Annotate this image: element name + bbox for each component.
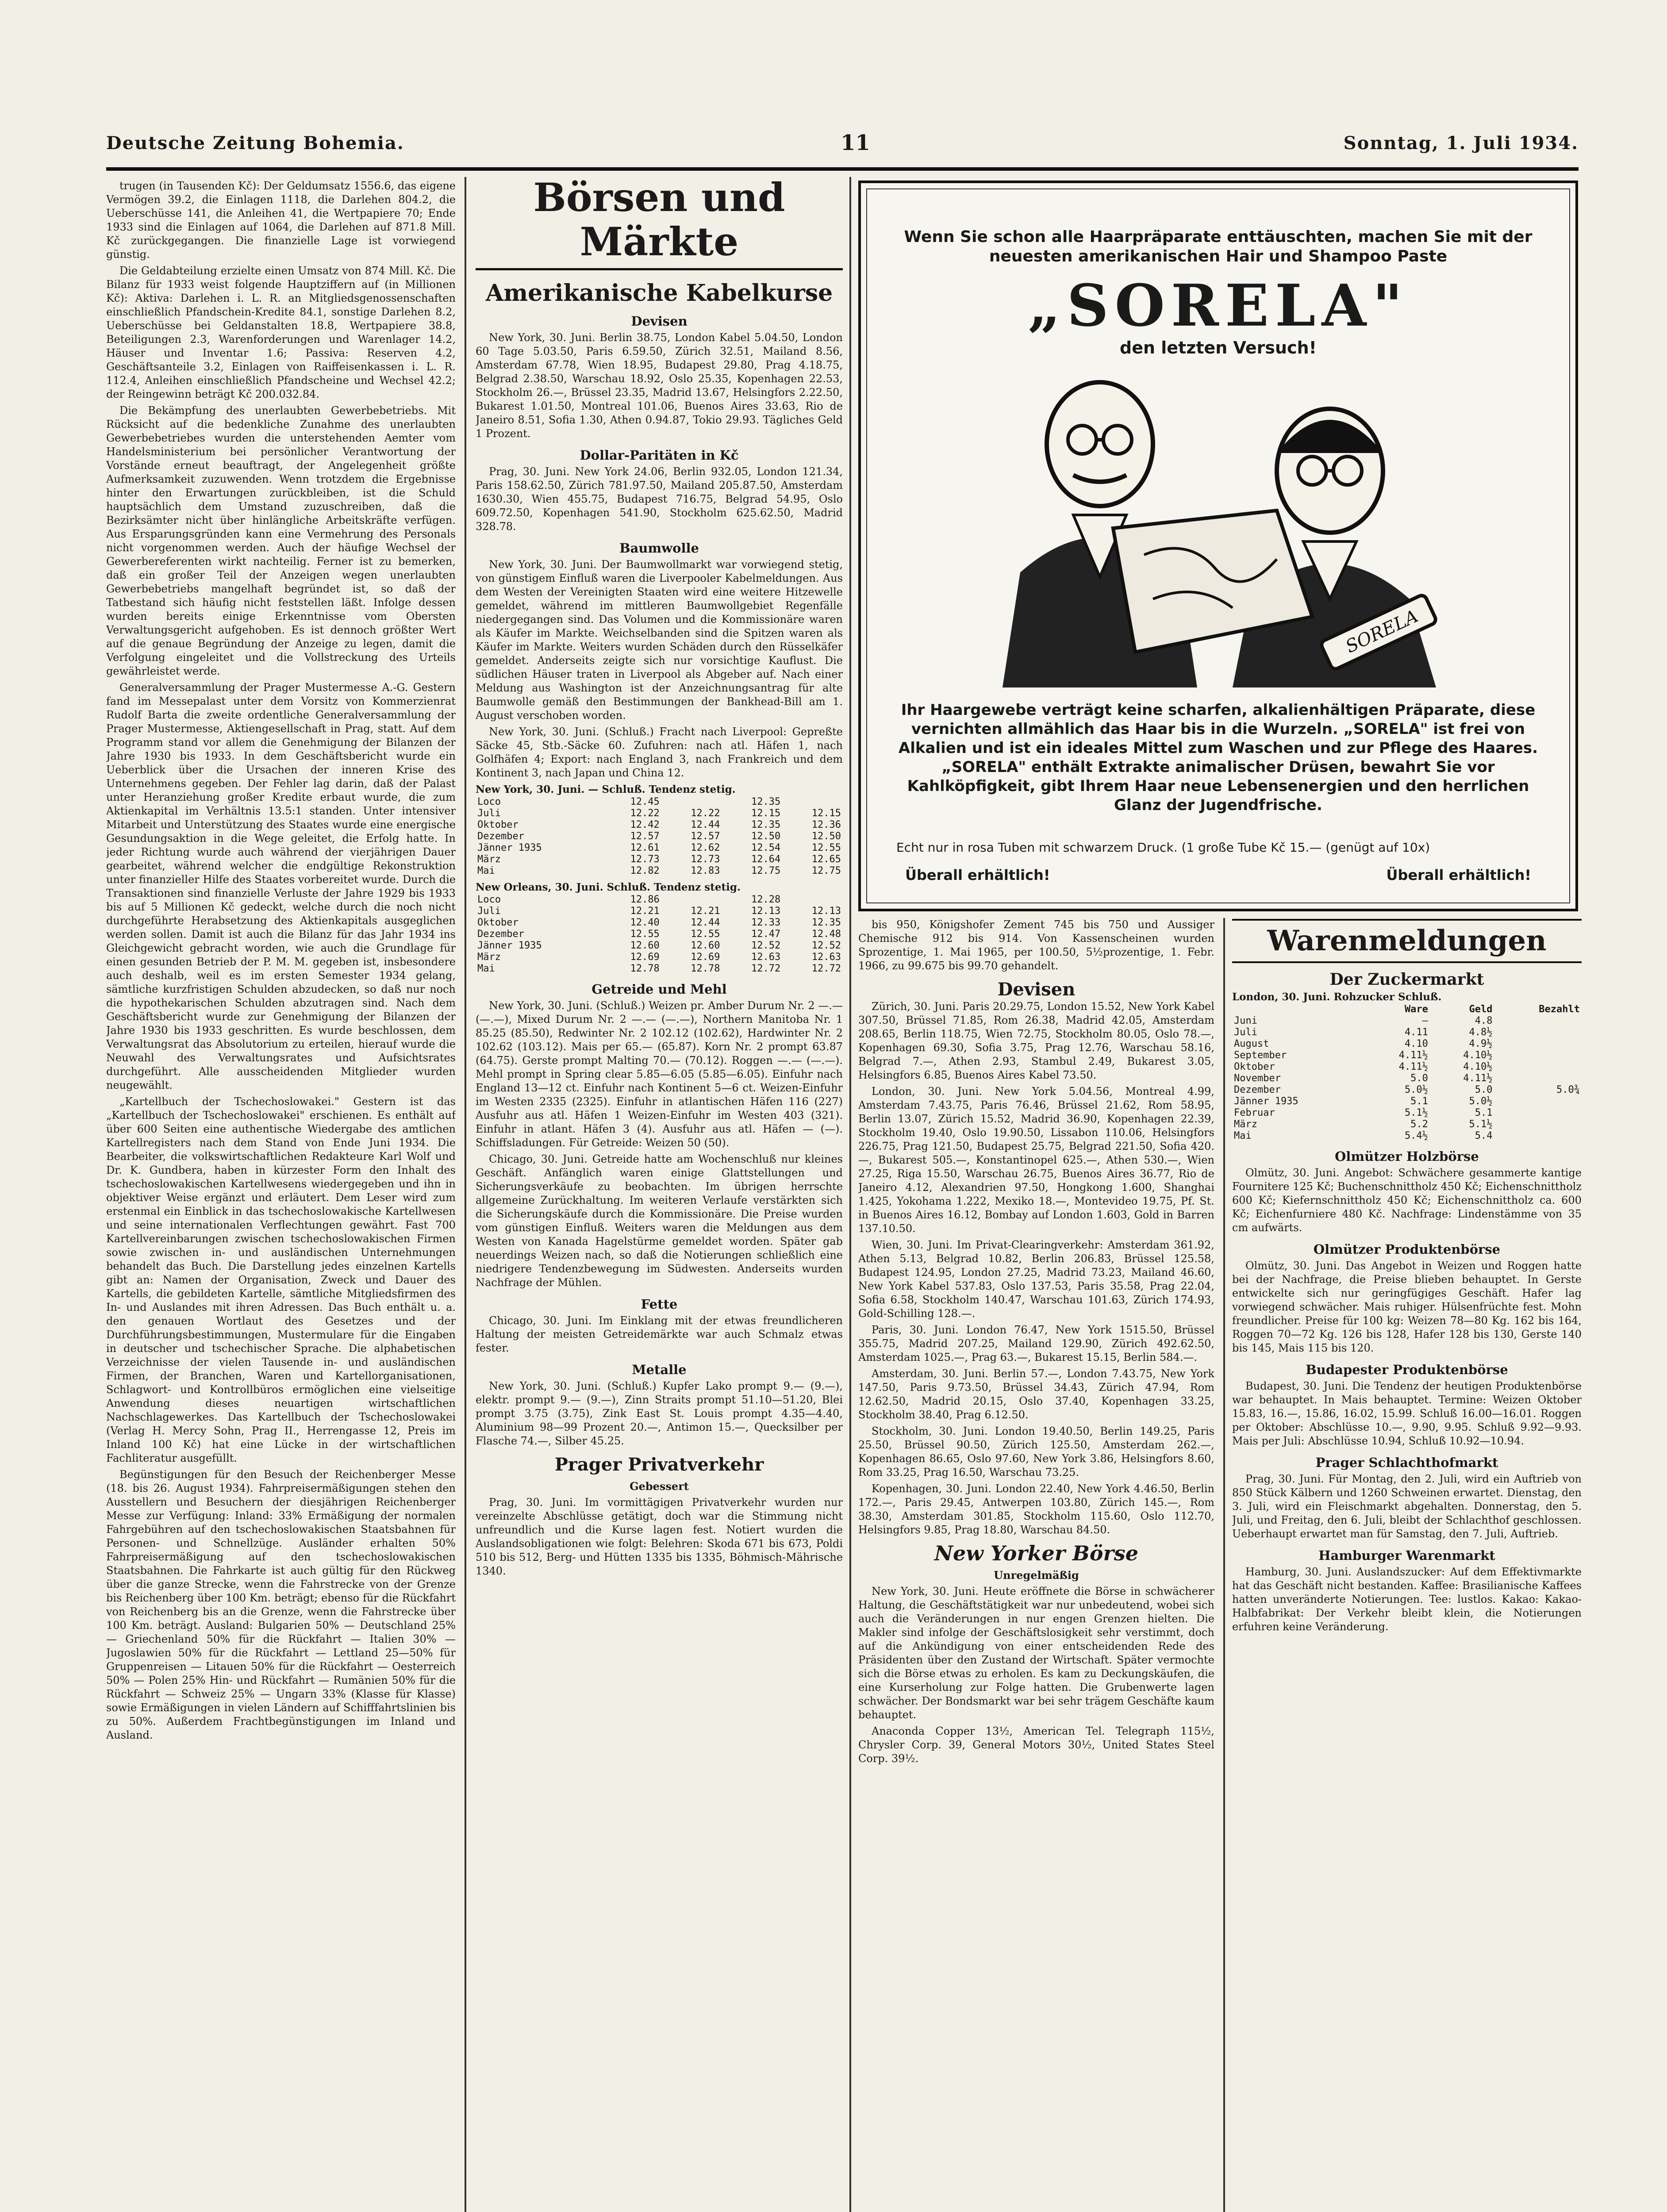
row-label: März <box>477 854 501 865</box>
quote-cell: 12.63 <box>811 952 841 963</box>
subsection-title: Metalle <box>632 1362 687 1377</box>
quote-cell: 4.10 <box>1404 1038 1428 1049</box>
masthead-rule <box>476 268 843 270</box>
cotton-row <box>476 963 843 975</box>
cotton-row <box>476 854 843 865</box>
quote-cell: 12.45 <box>630 796 660 807</box>
section-title: New Yorker Börse <box>934 1541 1139 1565</box>
quote-cell: 12.73 <box>691 854 720 865</box>
market-text: Chicago, 30. Juni. Getreide hatte am Wochenschluß nur kleines Geschäft. Anfänglich waren einige Glattstellungen und Sicherungsverkäufe zu beobachten. Im übrigen herrschte allgemeine Zurückhaltung. Im weiteren Verlaufe verstärkten sich die Sicherungskäufe durch die Kommissionäre. Die Preise wurden vom günstigen Einfluß. Weiters waren die Meldungen aus dem Westen von Kanada Hagelstürme gemeldet worden. Später gab neuerdings Weizen nach, so daß die Notierungen schließlich eine niedrigere Tendenzbewegung im Südwesten. Anderseits wurden Nachfrage der Mühlen. <box>476 1153 843 1289</box>
quote-cell: 12.40 <box>630 917 660 928</box>
subsection-subtitle: Gebessert <box>630 1480 689 1493</box>
quote-cell <box>1494 1107 1582 1119</box>
sugar-row <box>1232 1130 1582 1142</box>
quote-cell: 12.61 <box>630 842 660 853</box>
quote-cell: 12.35 <box>751 796 781 807</box>
article-paragraph: Die Bekämpfung des unerlaubten Gewerbebetriebs. Mit Rücksicht auf die bedenkliche Zunahme des unerlaubten Gewerbebetriebes wurden die unterstehenden Aemter vom Handelsministerium bei persönlicher Verantwortung der Vorstände erneut beauftragt, der Angelegenheit größte Aufmerksamkeit zuzuwenden. Wenn trotzdem die Ergebnisse hinter den Erwartungen zurückbleiben, ist die Schuld hauptsächlich dem Umstand zuzuschreiben, daß die Bezirksämter nicht über hinlängliche Arbeitskräfte verfügen. Aus Ersparungsgründen kann eine Vermehrung des Personals nicht vorgenommen werden. Auch der häufige Wechsel der Gewerbereferenten wirkt nachteilig. Ferner ist zu bemerken, daß ein großer Teil der Anzeigen wegen unerlaubten Gewerbebetriebs mangelhaft begründet ist, so daß der Tatbestand sich häufig nicht feststellen läßt. Infolge dessen wurden bereits einige Erkenntnisse vom Obersten Verwaltungsgericht aufgehoben. Es ist dennoch größter Wert auf die genaue Begründung der Anzeige zu legen, damit die Verfolgung eingeleitet und die Vollstreckung des Urteils gewährleistet werde. <box>106 404 456 677</box>
quote-cell: 12.86 <box>630 894 660 905</box>
sugar-table <box>1232 1004 1582 1142</box>
subsection-title: Getreide und Mehl <box>592 982 727 997</box>
quote-cell: 5.1½ <box>1404 1107 1428 1118</box>
quote-cell: 12.22 <box>691 808 720 819</box>
quote-cell: 12.36 <box>811 819 841 830</box>
quote-cell: 4.10½ <box>1463 1050 1493 1061</box>
quote-cell: 12.64 <box>751 854 781 865</box>
market-text: Paris, 30. Juni. London 76.47, New York 1515.50, Brüssel 355.75, Madrid 207.25, Mailand 129.90, Zürich 492.62.50, Amsterdam 1025.—, Prag 63.—, Bukarest 15.15, Berlin 584.—. <box>858 1324 1214 1363</box>
quote-cell: 12.52 <box>751 940 781 951</box>
market-text: Wien, 30. Juni. Im Privat-Clearingverkehr: Amsterdam 361.92, Athen 5.13, Belgrad 10.82, Berlin 206.83, Brüssel 125.58, Budapest 124.95, London 27.25, Madrid 73.23, Mailand 46.60, New York Kabel 537.83, Oslo 137.53, Paris 35.58, Prag 22.04, Sofia 6.58, Stockholm 140.47, Warschau 101.63, Zürich 174.93, Gold-Schilling 128.—. <box>858 1239 1214 1320</box>
sugar-row <box>1232 1073 1582 1084</box>
quote-cell: 5.0¾ <box>1556 1084 1580 1095</box>
sugar-row <box>1232 1107 1582 1119</box>
quote-cell: 12.62 <box>691 842 720 853</box>
ad-price-note: Echt nur in rosa Tuben mit schwarzem Druck. (1 große Tube Kč 15.— (genügt auf 10x) <box>896 840 1430 855</box>
market-text: Prag, 30. Juni. Für Montag, den 2. Juli, wird ein Auftrieb von 850 Stück Kälbern und 1260 Schweinen erwartet. Dienstag, den 3. Juli, wird ein Fleischmarkt abgehalten. Donnerstag, den 5. Juli, und Freitag, den 6. Juli, bleibt der Schlachthof geschlossen. Ueberhaupt erwartet man für Samstag, den 7. Juli, Auftrieb. <box>1232 1473 1582 1540</box>
row-label: März <box>1234 1119 1257 1130</box>
market-text: Prag, 30. Juni. Im vormittägigen Privatverkehr wurden nur vereinzelte Abschlüsse getätigt, doch war die Stimmung nicht unfreundlich und die Kurse lagen fest. Notiert wurden die Auslandsobligationen wie folgt: Belehren: Skoda 671 bis 673, Poldi 510 bis 512, Berg- und Hütten 1335 bis 1335, Böhmisch-Mährische 1340. <box>476 1496 843 1577</box>
cotton-new-orleans-table <box>476 894 843 975</box>
middle-column <box>476 173 843 2212</box>
market-text: New York, 30. Juni. (Schluß.) Kupfer Lako prompt 9.— (9.—), elektr. prompt 9.— (9.—), Zinn Straits prompt 51.10—51.20, Blei prompt 3.75 (3.75), Zink East St. Louis prompt 4.35—4.40, Aluminium 98—99 Prozent 20.—, Antimon 15.—, Quecksilber per Flasche 74.—, Silber 45.25. <box>476 1380 843 1447</box>
row-label: Februar <box>1234 1107 1275 1118</box>
row-label: Loco <box>477 894 501 905</box>
quote-cell: 4.11 <box>1404 1027 1428 1038</box>
section-title: Amerikanische Kabelkurse <box>485 280 833 307</box>
cotton-row <box>476 831 843 842</box>
quote-cell <box>1494 1119 1582 1130</box>
market-text: New York, 30. Juni. Berlin 38.75, London Kabel 5.04.50, London 60 Tage 5.03.50, Paris 6.59.50, Zürich 32.51, Mailand 8.56, Amsterdam 67.78, Wien 18.95, Budapest 29.80, Prag 4.18.75, Belgrad 2.38.50, Warschau 18.92, Oslo 25.35, Kopenhagen 22.53, Stockholm 26.—, Brüssel 23.35, Madrid 13.67, Helsingfors 2.22.50, Bukarest 1.01.50, Montreal 101.06, Buenos Aires 33.63, Rio de Janeiro 8.51, Sofia 1.30, Athen 0.94.87, Tokio 29.93. Tägliches Geld 1 Prozent. <box>476 331 843 440</box>
ad-tube-label: SORELA <box>1342 606 1421 657</box>
sugar-row <box>1232 1038 1582 1050</box>
cotton-row <box>476 819 843 831</box>
market-text: Amsterdam, 30. Juni. Berlin 57.—, London 7.43.75, New York 147.50, Paris 9.73.50, Brüssel 34.43, Zürich 47.94, Rom 12.62.50, Madrid 20.15, Oslo 37.40, Kopenhagen 33.25, Stockholm 38.40, Prag 6.12.50. <box>858 1367 1214 1421</box>
quote-cell: 5.1½ <box>1469 1119 1493 1130</box>
quote-cell: 12.78 <box>630 963 660 974</box>
market-text: Olmütz, 30. Juni. Das Angebot in Weizen und Roggen hatte bei der Nachfrage, die Preise blieben behauptet. In Gerste entwickelte sich nur geringfügiges Geschäft. Hafer lag vorwiegend schwächer. Mais ruhiger. Hülsenfrüchte fest. Mohn freundlicher. Preise für 100 kg: Weizen 78—80 Kg. 162 bis 164, Roggen 70—72 Kg. 126 bis 128, Hafer 128 bis 130, Gerste 140 bis 145, Mais 115 bis 120. <box>1232 1260 1582 1354</box>
quote-cell: 5.0 <box>1410 1073 1428 1084</box>
article-paragraph: Generalversammlung der Prager Mustermesse A.-G. Gestern fand im Messepalast unter dem Vorsitz von Kommerzienrat Rudolf Barta die zweite ordentliche Generalversammlung der Prager Mustermesse, Aktiengesellschaft in Prag, statt. Auf dem Programm stand vor allem die Genehmigung der Bilanzen der Jahre 1930 bis 1933. In dem Geschäftsbericht wurde ein Ueberblick über die Ursachen der inneren Krise des Unternehmens gegeben. Der Fehler lag darin, daß der Palast unter Heranziehung großer Kredite erbaut wurde, die zum Aktienkapital im Verhältnis 13.5:1 standen. Unter intensiver Mitarbeit und Unterstützung des Staates wurde eine energische Gesundungsaktion in die Wege geleitet, die Erfolg hatte. In jeder Richtung wurde auch während der vierjährigen Dauer gearbeitet, während welcher die endgültige Rekonstruktion unter finanzieller Hilfe des Staates vorbereitet wurde. Durch die Transaktionen sind finanzielle Verluste der Jahre 1929 bis 1933 bis auf 5 Millionen Kč gedeckt, welche durch die noch nicht durchgeführte Herabsetzung des Aktienkapitals ausgeglichen werden sollen. Damit ist auch die Bilanz für das Jahr 1934 ins Gleichgewicht gebracht worden, wie auch die Grundlage für einen gesunden Betrieb der P. M. M. gegeben ist, insbesondere auch deshalb, weil es im ersten Semester 1934 gelang, sämtliche kurzfristigen Schulden abzudecken, so daß nur noch die hypothekarischen Schulden abzutragen sind. Nach dem Geschäftsbericht wurde zur Genehmigung der Bilanzen der Jahre 1930 bis 1933 geschritten. Es wurde beschlossen, dem Verwaltungsrat das Absolutorium zu erteilen, hierauf wurde die Neuwahl des Verwaltungsrates und Aufsichtsrates durchgeführt. Alle ausscheidenden Mitglieder wurden neugewählt. <box>106 681 456 1091</box>
ad-tagline: den letzten Versuch! <box>1120 338 1317 357</box>
subsection-title: Devisen <box>631 314 688 329</box>
sugar-row <box>1232 1027 1582 1038</box>
subsection-title: Prager Schlachthofmarkt <box>1315 1455 1498 1470</box>
article-paragraph: „Kartellbuch der Tschechoslowakei." Gestern ist das „Kartellbuch der Tschechoslowakei" erschienen. Es enthält auf über 600 Seiten eine authentische Wiedergabe des amtlichen Kartellregisters nach dem Stand von Ende Juni 1934. Die Bearbeiter, die volkswirtschaftlichen Redakteure Karl Wolf und Dr. K. Gundbera, haben in kürzester Form den Inhalt des tschechoslowakischen Kartellwesens wiedergegeben und ihn in objektiver Weise ergänzt und erläutert. Dem Leser wird zum erstenmal ein Einblick in das tschechoslowakische Kartellwesen und seine internationalen Verflechtungen gewährt. Fast 700 Kartellvereinbarungen zwischen tschechoslowakischen Firmen sowie zwischen in- und ausländischen Unternehmungen behandelt das Buch. Die Darstellung jedes einzelnen Kartells gibt an: Namen der Organisation, Zweck und Dauer des Kartells, die gebildeten Kartelle, sämtliche Mitgliedsfirmen des In- und Auslandes mit ihren Adressen. Das Buch enthält u. a. den genauen Wortlaut des Gesetzes und der Durchführungsbestimmungen, Mustermulare für die Eingaben in deutscher und tschechischer Sprache. Die alphabetischen Verzeichnisse der vielen Tausende in- und ausländischen Firmen, der Branchen, Waren und Kartellorganisationen, Schlagwort- und Kontrollbüros ermöglichen eine vielseitige Anwendung dieses neuartigen wirtschaftlichen Nachschlagewerkes. Das Kartellbuch der Tschechoslowakei (Verlag H. Mercy Sohn, Prag II., Herrengasse 12, Preis im Inland 100 Kč) hat eine Lücke in der wirtschaftlichen Fachliteratur ausgefüllt. <box>106 1095 456 1464</box>
quote-cell: 12.35 <box>751 819 781 830</box>
row-label: Dezember <box>477 929 524 940</box>
quote-cell: 12.69 <box>630 952 660 963</box>
quote-cell: 5.1 <box>1410 1096 1428 1107</box>
sugar-row <box>1232 1119 1582 1130</box>
quote-cell: 4.8 <box>1475 1015 1493 1026</box>
row-label: Mai <box>477 865 495 876</box>
cotton-row <box>476 940 843 952</box>
quote-cell: 12.33 <box>751 917 781 928</box>
column-divider <box>1223 918 1225 2212</box>
quote-cell: 12.21 <box>691 906 720 917</box>
sugar-row <box>1232 1015 1582 1027</box>
quote-cell: 4.9½ <box>1469 1038 1493 1049</box>
market-text: New York, 30. Juni. Heute eröffnete die Börse in schwächerer Haltung, die Geschäftstätigkeit war nur unbedeutend, wobei sich auch die Veränderungen in nur engen Grenzen hielten. Die Makler sind infolge der Geschäftslosigkeit sehr verstimmt, doch auf die Ankündigung von einer entscheidenden Rede des Präsidenten über den Zustand der Wirtschaft. Später vermochte sich die Börse etwas zu erholen. Es kam zu Deckungskäufen, die eine Kurserholung zur Folge hatten. Die Grubenwerte lagen schwächer. Der Bondsmarkt war bei sehr trägem Geschäfte kaum behauptet. <box>858 1585 1214 1721</box>
header-rule <box>106 167 1579 171</box>
subsection-title: Hamburger Warenmarkt <box>1318 1548 1495 1563</box>
column-divider <box>465 177 466 2212</box>
column-divider <box>849 177 851 2212</box>
quote-cell: 12.13 <box>811 906 841 917</box>
quote-cell: 12.72 <box>811 963 841 974</box>
quote-cell: — <box>1422 1015 1428 1026</box>
quote-cell <box>1494 1050 1582 1061</box>
section-title: Prager Privatverkehr <box>554 1454 764 1475</box>
header-date: Sonntag, 1. Juli 1934. <box>1343 133 1579 154</box>
cotton-row <box>476 894 843 906</box>
market-text: Hamburg, 30. Juni. Auslandszucker: Auf dem Effektivmarkte hat das Geschäft nicht bestanden. Kaffee: Brasilianische Kaffees hatten unveränderte Notierungen. Tee: lustlos. Kakao: Kakao-Halbfabrikat: Der Verkehr bleibt klein, die Notierungen erfuhren keine Veränderung. <box>1232 1566 1582 1633</box>
quote-cell: 12.75 <box>811 865 841 876</box>
quote-cell <box>661 894 722 906</box>
sugar-row <box>1232 1061 1582 1073</box>
quote-cell: 12.55 <box>691 929 720 940</box>
table-caption: New York, 30. Juni. — Schluß. Tendenz stetig. <box>476 783 736 795</box>
market-text: bis 950, Königshofer Zement 745 bis 750 und Aussiger Chemische 912 bis 914. Von Kassenscheinen wurden Sprozentige, 1. Mai 1965, per 100.50, 5½prozentige, 1. Febr. 1966, zu 99.675 bis 99.70 gehandelt. <box>858 918 1214 972</box>
row-label: Mai <box>477 963 495 974</box>
article-paragraph: Begünstigungen für den Besuch der Reichenberger Messe (18. bis 26. August 1934). Fahrpreisermäßigungen stehen den Ausstellern und Besuchern der diesjährigen Reichenberger Messe zur Verfügung: Inland: 33% Ermäßigung der normalen Fahrgebühren auf den tschechoslowakischen Staatsbahnen für Personen- und Schnellzüge. Ausländer erhalten 50% Fahrpreisermäßigung auf den tschechoslowakischen Staatsbahnen. Die Fahrkarte ist auch gültig für den Rückweg über die ganze Strecke, wenn die Fahrstrecke von der Grenze bis Reichenberg über 100 Km. beträgt; ebenso für die Rückfahrt von Reichenberg bis an die Grenze, wenn die Fahrstrecke über 100 Km. beträgt. Ausland: Bulgarien 50% — Deutschland 25% — Griechenland 50% für die Rückfahrt — Italien 30% — Jugoslawien 50% für die Rückfahrt — Lettland 25—50% für Gruppenreisen — Litauen 50% für die Rückfahrt — Oesterreich 50% — Polen 25% Hin- und Rückfahrt — Rumänien 50% für die Rückfahrt — Schweiz 25% — Ungarn 33% (Klasse für Klasse) sowie Ermäßigungen in vielen Ländern auf Schifffahrtslinien bis zu 50%. Außerdem Frachtbegünstigungen im Inland und Ausland. <box>106 1468 456 1741</box>
quote-cell: 12.52 <box>811 940 841 951</box>
right-column <box>1232 918 1582 2212</box>
cotton-row <box>476 929 843 940</box>
cotton-row <box>476 842 843 854</box>
quote-cell: 5.0½ <box>1469 1096 1493 1107</box>
quote-cell: 12.21 <box>630 906 660 917</box>
quote-cell: 12.57 <box>630 831 660 842</box>
quote-cell <box>1494 1038 1582 1050</box>
quote-cell <box>1494 1061 1582 1073</box>
page-header <box>106 126 1579 166</box>
quote-cell: 12.50 <box>751 831 781 842</box>
quote-cell: 12.54 <box>751 842 781 853</box>
market-text: Zürich, 30. Juni. Paris 20.29.75, London 15.52, New York Kabel 307.50, Brüssel 71.85, Rom 26.38, Madrid 42.05, Amsterdam 208.65, Berlin 118.75, Wien 72.75, Stockholm 80.05, Oslo 78.—, Kopenhagen 69.30, Sofia 3.75, Prag 12.76, Warschau 58.16, Belgrad 7.—, Athen 2.93, Stambul 2.49, Bukarest 3.05, Helsingfors 6.85, Buenos Aires Kabel 73.50. <box>858 1000 1214 1081</box>
row-label: Juli <box>477 906 501 917</box>
ad-body-text: Ihr Haargewebe verträgt keine scharfen, alkalienhältigen Präparate, diese vernichten allmählich das Haar bis in die Wurzeln. „SORELA" ist frei von Alkalien und ist ein ideales Mittel zum Waschen und zur Pflege des Haares. „SORELA" enthält Extrakte animalischer Drüsen, bewahrt Sie vor Kahlköpfigkeit, gibt Ihrem Haar neue Lebensenergien und den herrlichen Glanz der Jugendfrische. <box>898 701 1538 814</box>
article-paragraph: Die Geldabteilung erzielte einen Umsatz von 874 Mill. Kč. Die Bilanz für 1933 weist folgende Hauptziffern auf (in Millionen Kč): Aktiva: Darlehen i. L. R. an Mitgliedsgenossenschaften einschließlich Pfandschein-Kredite 84.1, sonstige Darlehen 8.2, Ueberschüsse bei Geldanstalten 18.8, Wertpapiere 38.8, Beteiligungen 2.3, Warenforderungen und Warenlager 14.2, Häuser und Inventar 1.6; Passiva: Reserven 4.2, Geschäftsanteile 3.2, Einlagen von Raiffeisenkassen i. L. R. 112.4, Anleihen einschließlich Pfandscheine und Wechsel 42.2; der Reingewinn beträgt Kč 200.032.84. <box>106 265 456 400</box>
quote-cell: 12.73 <box>630 854 660 865</box>
quote-cell: 12.65 <box>811 854 841 865</box>
quote-cell <box>1494 1073 1582 1084</box>
quote-cell: 12.35 <box>811 917 841 928</box>
article-paragraph: trugen (in Tausenden Kč): Der Geldumsatz 1556.6, das eigene Vermögen 39.2, die Einlagen 1118, die Darlehen 804.2, die Ueberschüsse 141, die Anleihen 41, die Wertpapiere 70; Ende 1933 sind die Einlagen auf 1064, die Darlehen auf 871.8 Mill. Kč zurückgegangen. Die finanzielle Lage ist vorwiegend günstig. <box>106 180 456 261</box>
row-label: Jänner 1935 <box>1234 1096 1298 1107</box>
quote-cell: 12.15 <box>751 808 781 819</box>
quote-cell: 5.0 <box>1475 1084 1493 1095</box>
column-header <box>1232 1004 1365 1015</box>
column-header: Ware <box>1404 1004 1428 1015</box>
quote-cell <box>1494 1015 1582 1027</box>
row-label: Oktober <box>477 917 519 928</box>
warenmeldungen-title: Warenmeldungen <box>1267 924 1547 957</box>
market-text: Anaconda Copper 13½, American Tel. Telegraph 115½, Chrysler Corp. 39, General Motors 30½, United States Steel Corp. 39½. <box>858 1725 1214 1765</box>
ad-footer-left: Überall erhältlich! <box>905 867 1050 883</box>
quote-cell: 4.11½ <box>1463 1073 1493 1084</box>
table-caption: London, 30. Juni. Rohzucker Schluß. <box>1232 991 1442 1003</box>
market-text: Prag, 30. Juni. New York 24.06, Berlin 932.05, London 121.34, Paris 158.62.50, Zürich 781.97.50, Mailand 205.87.50, Amsterdam 1630.30, Wien 455.75, Budapest 716.75, Belgrad 54.95, Oslo 609.72.50, Kopenhagen 541.90, Stockholm 625.62.50, Madrid 328.78. <box>476 465 843 533</box>
quote-cell: 4.10½ <box>1463 1061 1493 1072</box>
row-label: Juni <box>1234 1015 1257 1026</box>
cotton-new-york-table <box>476 796 843 877</box>
row-label: September <box>1234 1050 1287 1061</box>
quote-cell: 12.28 <box>751 894 781 905</box>
subsection-title: Fette <box>641 1297 678 1312</box>
quote-cell: 5.4½ <box>1404 1130 1428 1141</box>
row-label: Jänner 1935 <box>477 842 542 853</box>
quote-cell: 5.0½ <box>1404 1084 1428 1095</box>
header-newspaper-name: Deutsche Zeitung Bohemia. <box>106 133 404 154</box>
sugar-row <box>1232 1084 1582 1096</box>
cotton-row <box>476 917 843 929</box>
quote-cell: 12.83 <box>691 865 720 876</box>
subsection-title: Dollar-Paritäten in Kč <box>580 448 739 463</box>
quote-cell: 12.44 <box>691 819 720 830</box>
quote-cell: 12.22 <box>630 808 660 819</box>
row-label: Oktober <box>477 819 519 830</box>
cotton-row <box>476 906 843 917</box>
quote-cell: 12.75 <box>751 865 781 876</box>
ad-illustration <box>967 369 1463 687</box>
market-text: Chicago, 30. Juni. Im Einklang mit der etwas freundlicheren Haltung der meisten Getreidemärkte war auch Schmalz etwas fester. <box>476 1314 843 1354</box>
market-text: London, 30. Juni. New York 5.04.56, Montreal 4.99, Amsterdam 7.43.75, Paris 76.46, Brüssel 21.62, Rom 58.95, Berlin 13.07, Zürich 15.52, Madrid 36.90, Kopenhagen 22.39, Stockholm 19.40, Oslo 19.90.50, Lissabon 110.06, Helsingfors 226.75, Prag 121.50, Budapest 25.75, Belgrad 221.50, Sofia 420.—, Bukarest 505.—, Konstantinopel 625.—, Athen 530.—, Wien 27.25, Riga 15.50, Warschau 26.75, Buenos Aires 36.77, Rio de Janeiro 4.12, Alexandrien 97.50, Hongkong 1.600, Shanghai 1.425, Yokohama 1.222, Mexiko 18.—, Montevideo 19.75, Pf. St. in Buenos Aires 16.12, Bombay auf London 1.603, Gold in Barren 137.10.50. <box>858 1085 1214 1235</box>
quote-cell: 12.55 <box>630 929 660 940</box>
market-text: Olmütz, 30. Juni. Angebot: Schwächere gesammerte kantige Fournitere 125 Kč; Buchenschnittholz 450 Kč; Eichenschnittholz 600 Kč; Kiefernschnittholz 450 Kč; Eichenschnittholz ca. 600 Kč; Eichenfurniere 480 Kč. Nachfrage: Lindenstämme von 35 cm aufwärts. <box>1232 1167 1582 1234</box>
row-label: November <box>1234 1073 1281 1084</box>
quote-cell: 12.57 <box>691 831 720 842</box>
row-label: Oktober <box>1234 1061 1275 1072</box>
sorela-advertisement <box>858 180 1578 911</box>
sugar-row <box>1232 1096 1582 1107</box>
row-label: März <box>477 952 501 963</box>
ad-headline: Wenn Sie schon alle Haarpräparate enttäuschten, machen Sie mit der neuesten amerikanischen Hair und Shampoo Paste <box>904 228 1533 265</box>
right-middle-column <box>858 918 1214 2212</box>
quote-cell <box>1494 1130 1582 1142</box>
quote-cell: 12.13 <box>751 906 781 917</box>
row-label: August <box>1234 1038 1269 1049</box>
row-label: Dezember <box>477 831 524 842</box>
market-text: New York, 30. Juni. Der Baumwollmarkt war vorwiegend stetig, von günstigem Einfluß waren die Liverpooler Kabelmeldungen. Aus dem Westen der Vereinigten Staaten wird eine weitere Hitzewelle gemeldet, während im mittleren Baumwollgebiet Regenfälle niedergegangen sind. Das Volumen und die Kommissionäre waren als Käufer im Markte. Weichselbanden sind die Spitzen waren als Käufer im Markte. Weiters wurden Schäden durch den Rüsselkäfer gemeldet. Anderseits zeigte sich nur vorsichtige Kauflust. Die südlichen Häuser traten in Liverpool als Abgeber auf. Nach einer Meldung aus Washington ist der Anzeichnungsantrag für alte Baumwolle gemäß den Bestimmungen der Bankhead-Bill am 1. August verschoben worden. <box>476 558 843 722</box>
row-label: Juli <box>1234 1027 1257 1038</box>
header-page-number: 11 <box>841 131 870 155</box>
cotton-row <box>476 865 843 877</box>
quote-cell: 4.11½ <box>1398 1061 1428 1072</box>
quote-cell: 12.44 <box>691 917 720 928</box>
ad-brand-name: „SORELA" <box>1027 272 1409 339</box>
quote-cell: 12.69 <box>691 952 720 963</box>
quote-cell: 12.42 <box>630 819 660 830</box>
row-label: Mai <box>1234 1130 1252 1141</box>
quote-cell: 5.1 <box>1475 1107 1493 1118</box>
subsection-title: Olmützer Produktenbörse <box>1313 1242 1501 1257</box>
section-title: Der Zuckermarkt <box>1329 970 1484 989</box>
quote-cell: 12.63 <box>751 952 781 963</box>
subsection-title: Baumwolle <box>619 541 699 556</box>
row-label: Juli <box>477 808 501 819</box>
quote-cell <box>782 894 843 906</box>
cotton-row <box>476 808 843 819</box>
table-caption: New Orleans, 30. Juni. Schluß. Tendenz stetig. <box>476 881 741 893</box>
section-masthead: Börsen und Märkte <box>533 174 785 265</box>
quote-cell: 12.55 <box>811 842 841 853</box>
section-title: Devisen <box>997 979 1075 1000</box>
subsection-title: Budapester Produktenbörse <box>1306 1362 1508 1377</box>
quote-cell: 5.2 <box>1410 1119 1428 1130</box>
quote-cell <box>1494 1096 1582 1107</box>
subsection-subtitle: Unregelmäßig <box>994 1569 1079 1582</box>
quote-cell: 4.11½ <box>1398 1050 1428 1061</box>
cotton-row <box>476 796 843 808</box>
market-text: Kopenhagen, 30. Juni. London 22.40, New York 4.46.50, Berlin 172.—, Paris 29.45, Antwerpen 103.80, Zürich 145.—, Rom 38.30, Amsterdam 301.85, Stockholm 115.60, Oslo 112.70, Helsingfors 9.85, Prag 18.80, Warschau 84.50. <box>858 1482 1214 1536</box>
quote-cell: 12.15 <box>811 808 841 819</box>
subsection-title: Olmützer Holzbörse <box>1335 1149 1479 1164</box>
quote-cell: 12.72 <box>751 963 781 974</box>
quote-cell: 12.50 <box>811 831 841 842</box>
column-header: Geld <box>1469 1004 1493 1015</box>
cotton-row <box>476 952 843 963</box>
quote-cell <box>782 796 843 808</box>
quote-cell <box>661 796 722 808</box>
row-label: Loco <box>477 796 501 807</box>
section-rule <box>1232 919 1582 921</box>
quote-cell: 12.60 <box>630 940 660 951</box>
sugar-row <box>1232 1050 1582 1061</box>
market-text: New York, 30. Juni. (Schluß.) Weizen pr. Amber Durum Nr. 2 —.— (—.—), Mixed Durum Nr. 2 —.— (—.—), Northern Manitoba Nr. 1 85.25 (85.50), Redwinter Nr. 2 102.12 (102.62), Hardwinter Nr. 2 102.62 (103.12). Mais per 65.— (65.87). Korn Nr. 2 prompt 63.87 (64.75). Gerste prompt Malting 70.— (70.12). Roggen —.— (—.—). Mehl prompt in Spring clear 5.85—6.05 (5.85—6.05). Einfuhr nach England 13—12 ct. Einfuhr nach Kontinent 5—6 ct. Weizen-Einfuhr im Westen 2335 (2325). Einfuhr in atlantischen Häfen 116 (227) Ausfuhr aus atl. Häfen 1 Weizen-Einfuhr im Westen 403 (321). Einfuhr in atlant. Häfen 3 (4). Ausfuhr aus atl. Häfen — (—). Schiffsladungen. Für Getreide: Weizen 50 (50). <box>476 999 843 1149</box>
market-text: New York, 30. Juni. (Schluß.) Fracht nach Liverpool: Gepreßte Säcke 45, Stb.-Säcke 60. Zufuhren: nach atl. Häfen 1, nach Golfhäfen 4; Export: nach England 3, nach Frankreich und dem Kontinent 3, nach Japan und China 12. <box>476 726 843 779</box>
column-header: Bezahlt <box>1539 1004 1580 1015</box>
left-column <box>106 179 456 2212</box>
ad-footer-right: Überall erhältlich! <box>1386 867 1531 883</box>
quote-cell: 5.4 <box>1475 1130 1493 1141</box>
quote-cell: 12.48 <box>811 929 841 940</box>
section-rule <box>1232 961 1582 963</box>
row-label: Dezember <box>1234 1084 1281 1095</box>
quote-cell <box>1494 1027 1582 1038</box>
row-label: Jänner 1935 <box>477 940 542 951</box>
quote-cell: 4.8½ <box>1469 1027 1493 1038</box>
quote-cell: 12.78 <box>691 963 720 974</box>
market-text: Stockholm, 30. Juni. London 19.40.50, Berlin 149.25, Paris 25.50, Brüssel 90.50, Zürich 125.50, Amsterdam 262.—, Kopenhagen 86.65, Oslo 97.60, New York 3.86, Helsingfors 8.60, Rom 33.25, Prag 16.50, Warschau 73.25. <box>858 1425 1214 1479</box>
quote-cell: 12.82 <box>630 865 660 876</box>
quote-cell: 12.60 <box>691 940 720 951</box>
market-text: Budapest, 30. Juni. Die Tendenz der heutigen Produktenbörse war behauptet. In Mais behauptet. Termine: Weizen Oktober 15.83, 16.—, 15.86, 16.02, 15.99. Schluß 16.00—16.01. Roggen per Oktober: Abschlüsse 10.—, 9.90, 9.95. Schluß 9.92—9.93. Mais per Juli: Abschlüsse 10.94, Schluß 10.92—10.94. <box>1232 1380 1582 1447</box>
quote-cell: 12.47 <box>751 929 781 940</box>
